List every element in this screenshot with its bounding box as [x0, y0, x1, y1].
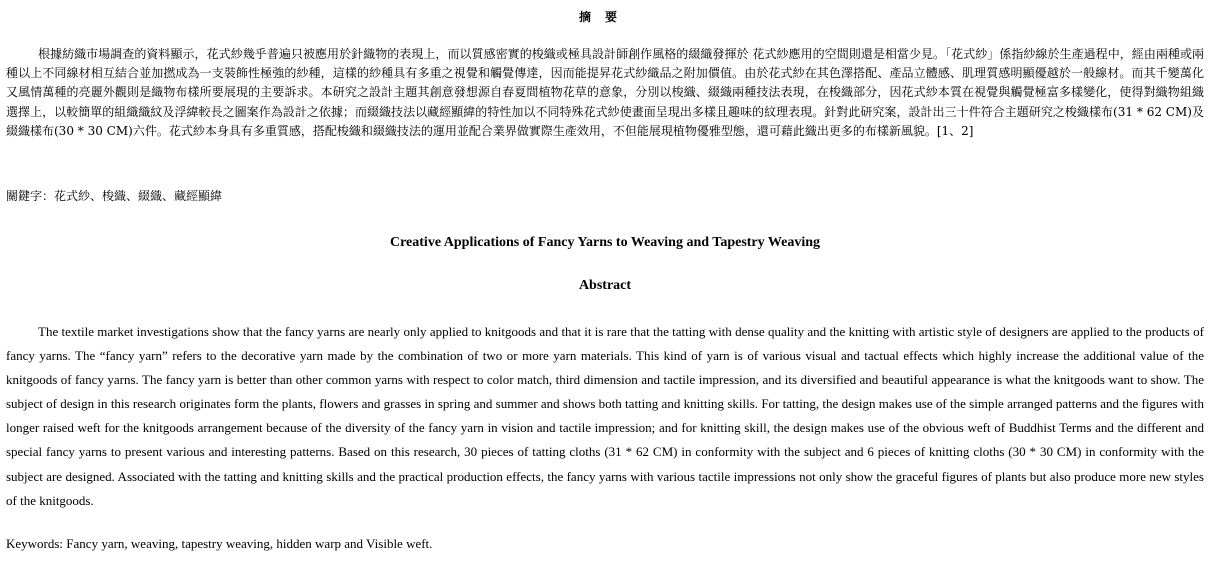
english-abstract-heading: Abstract: [578, 278, 632, 293]
english-abstract-paragraph: The textile market investigations show that the fancy yarns are nearly only applied to knitgoods and that it is rare that the tatting with dense quality and the knitting with artistic style of designers are applied to the products of fancy yarns. The “fancy yarn” refers to the decorative yarn made by the combination of two or more yarn materials. This kind of yarn is of various visual and tactual effects which highly increase the additional value of the knitgoods of fancy yarns. The fancy yarn is better than other common yarns with respect to color match, third dimension and tactile impression, and its diversified and beautiful appearance is what the knitgoods want to show. The subject of design in this research originates form the plants, flowers and grasses in spring and summer and shows both tatting and knitting skills. For tatting, the design makes use of the simple arranged patterns and the figures with longer raised weft for the knitgoods arrangement because of the diversity of the fancy yarn in vision and tactile impression; and for knitting skill, the design makes use of the obvious weft of Buddhist Terms and the different and special fancy yarns to present various and interesting patterns. Based on this research, 30 pieces of tatting cloths (31 * 62 CM) in conformity with the subject and 6 pieces of knitting cloths (30 * 30 CM) in conformity with the subject are designed. Associated with the tatting and knitting skills and the practical production effects, the fancy yarns with various tactile impressions not only show the graceful figures of plants but also produce more new styles of the knitgoods.: [6, 324, 1204, 508]
english-paper-title: Creative Applications of Fancy Yarns to Weaving and Tapestry Weaving: [389, 235, 821, 250]
chinese-abstract-heading: 摘要: [578, 10, 631, 24]
english-keywords: Keywords: Fancy yarn, weaving, tapestry weaving, hidden warp and Visible weft.: [6, 536, 433, 551]
chinese-keywords: 關鍵字：花式紗、梭織、綴織、藏經顯緯: [6, 189, 223, 203]
chinese-abstract-paragraph: 根據紡織市場調查的資料顯示，花式紗幾乎普遍只被應用於針織物的表現上，而以質感密實的梭織或極具設計師創作風格的綴織發揮於 花式紗應用的空間則還是相當少見。「花式紗」係指紗線於生產過程中，經由兩種或兩種以上不同線材相互結合並加撚成為一支裝飾性極強的紗種，這樣的紗種具有多重之視覺和觸覺傳達，因而能提昇花式紗織品之附加價值。由於花式紗在其色澤搭配、產品立體感、肌理質感明顯優越於一般線材。而其千變萬化又風情萬種的亮麗外觀則是織物布樣所要展現的主要訴求。本研究之設計主題其創意發想源自春夏間植物花草的意象，分別以梭織、綴織兩種技法表現，在梭織部分，因花式紗本質在視覺與觸覺極富多樣變化，使得對織物組織選擇上，以較簡單的組織織紋及浮緯較長之圖案作為設計之依據；而綴織技法以藏經顯緯的特性加以不同特殊花式紗使畫面呈現出多樣且趣味的紋理表現。針對此研究案，設計出三十件符合主題研究之梭織樣布(31 * 62 CM)及綴織樣布(30 * 30 CM)六件。花式紗本身具有多重質感，搭配梭織和綴織技法的運用並配合業界做實際生產效用，不但能展現植物優雅型態，還可藉此織出更多的布樣新風貌。[1、2]: [6, 47, 1204, 138]
